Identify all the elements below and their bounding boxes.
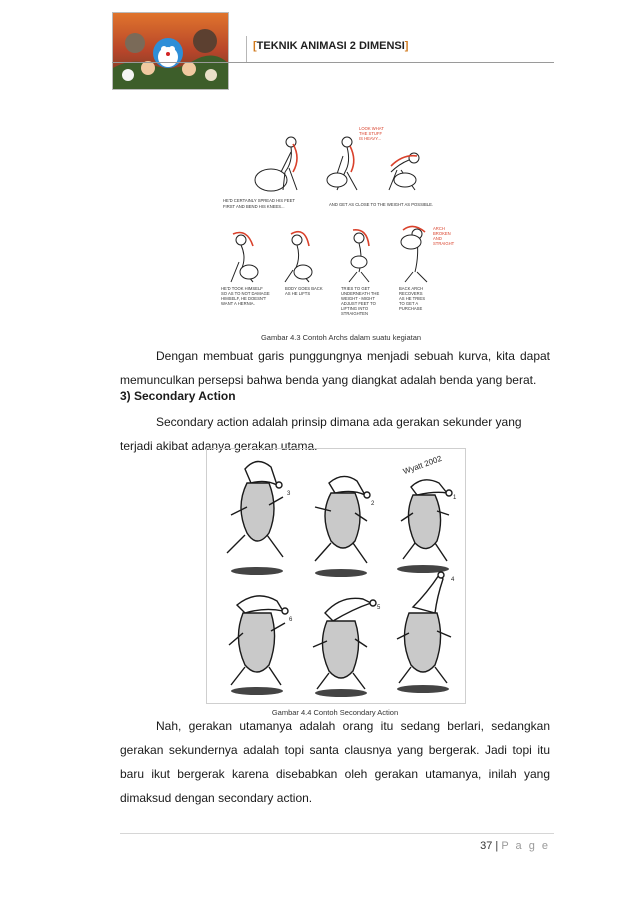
sketch-figure-2	[327, 137, 357, 190]
sketch-figure-6	[349, 230, 369, 282]
sketch-figure-4	[231, 233, 258, 283]
svg-text:AND: AND	[433, 236, 442, 241]
page-footer	[460, 840, 550, 852]
svg-text:AND GET AS CLOSE TO THE WEIGHT: AND GET AS CLOSE TO THE WEIGHT AS POSSIBLE.	[329, 202, 434, 207]
runner-frame-1	[397, 480, 452, 573]
svg-text:BROKEN: BROKEN	[433, 231, 451, 236]
page-label: P a g e	[501, 840, 550, 852]
svg-text:WANT A HERNIA.: WANT A HERNIA.	[221, 301, 255, 306]
header-divider-vertical	[246, 36, 247, 62]
svg-text:AS HE LIFTS: AS HE LIFTS	[285, 291, 311, 296]
figure-caption-4-4: Gambar 4.4 Contoh Secondary Action	[271, 708, 399, 717]
svg-text:WEIGHT - MIGHT: WEIGHT - MIGHT	[341, 296, 375, 301]
svg-text:ADJUST FEET TO: ADJUST FEET TO	[341, 301, 376, 306]
artist-signature: Wyatt 2002	[401, 453, 443, 477]
sketch-notes-bottom	[221, 286, 425, 316]
svg-text:UNDERNEATH THE: UNDERNEATH THE	[341, 291, 380, 296]
svg-text:STRAIGHTEN: STRAIGHTEN	[341, 311, 368, 316]
sketch-note-corner	[359, 126, 384, 141]
figure-caption-4-3: Gambar 4.3 Contoh Archs dalam suatu kegiatan	[260, 333, 422, 342]
svg-text:4: 4	[451, 577, 455, 583]
section-heading-secondary-action: 3) Secondary Action	[120, 389, 236, 403]
footer-divider	[120, 833, 554, 834]
runner-frame-5	[313, 598, 376, 697]
svg-text:HIMSELF, HE DOESN'T: HIMSELF, HE DOESN'T	[221, 296, 267, 301]
header-title: [TEKNIK ANIMASI 2 DIMENSI]	[253, 40, 409, 52]
sketch-figure-5	[285, 232, 312, 282]
paragraph-arch-explanation: Dengan membuat garis punggungnya menjadi sebuah kurva, kita dapat memunculkan persepsi bahwa benda yang diangkat adalah benda yang berat.	[120, 349, 550, 387]
sketch-figure-1	[255, 137, 297, 191]
svg-text:RECOVERS: RECOVERS	[399, 291, 423, 296]
svg-text:5: 5	[377, 605, 381, 611]
svg-text:IS HEAVY...: IS HEAVY...	[359, 136, 381, 141]
svg-text:SO AS TO NOT DAMAGE: SO AS TO NOT DAMAGE	[221, 291, 270, 296]
svg-text:AS HE TRIES: AS HE TRIES	[399, 296, 425, 301]
header-logo-image	[112, 12, 229, 90]
sketch-figure-3	[389, 153, 419, 190]
page-number: 37	[480, 840, 493, 852]
svg-text:TRIES TO GET: TRIES TO GET	[341, 286, 370, 291]
sketch-figure-7	[401, 226, 427, 282]
svg-text:HE'D TOOK HIMSELF: HE'D TOOK HIMSELF	[221, 286, 263, 291]
svg-text:6: 6	[289, 617, 293, 623]
runner-frame-3	[227, 461, 283, 575]
svg-text:TO GET A: TO GET A	[399, 301, 419, 306]
runner-frame-4	[397, 572, 451, 693]
svg-text:FIRST AND BEND HIS KNEES...: FIRST AND BEND HIS KNEES...	[223, 204, 285, 209]
paragraph-secondary-action-example: Nah, gerakan utamanya adalah orang itu sedang berlari, sedangkan gerakan sekundernya adalah topi santa clausnya yang bergerak. Jadi topi itu baru ikut bergerak karena disebabkan oleh gerakan utamanya, inilah yang dimaksud dengan secondary action.	[120, 719, 550, 805]
figure-archs-sketch	[219, 122, 463, 324]
paragraph-secondary-action-line-2: terjadi akibat adanya gerakan utama.	[120, 439, 318, 453]
svg-text:BACK ARCH: BACK ARCH	[399, 286, 424, 291]
sketch-notes-top	[223, 198, 433, 209]
svg-text:BODY GOES BACK: BODY GOES BACK	[285, 286, 323, 291]
svg-text:THE STUFF: THE STUFF	[359, 131, 383, 136]
figure-secondary-action	[206, 448, 466, 704]
svg-text:ARCH: ARCH	[433, 226, 445, 231]
svg-text:3: 3	[287, 491, 291, 497]
runner-frame-2	[315, 476, 370, 577]
header-divider-horizontal	[112, 62, 554, 63]
runner-frame-6	[229, 596, 288, 695]
svg-text:2: 2	[371, 501, 375, 507]
svg-text:STRAIGHT: STRAIGHT	[433, 241, 455, 246]
svg-text:PURCHASE: PURCHASE	[399, 306, 423, 311]
paragraph-secondary-action-line-1: Secondary action adalah prinsip dimana ada gerakan sekunder yang	[156, 415, 522, 429]
svg-text:HE'D CERTAINLY SPREAD HIS FEET: HE'D CERTAINLY SPREAD HIS FEET	[223, 198, 295, 203]
svg-text:LOOK WHAT: LOOK WHAT	[359, 126, 384, 131]
svg-text:1: 1	[453, 495, 457, 501]
page-separator: |	[495, 840, 499, 852]
svg-text:LIFTING INTO: LIFTING INTO	[341, 306, 369, 311]
sketch-note-red	[433, 226, 455, 246]
doraemon-poster-image	[113, 13, 228, 89]
